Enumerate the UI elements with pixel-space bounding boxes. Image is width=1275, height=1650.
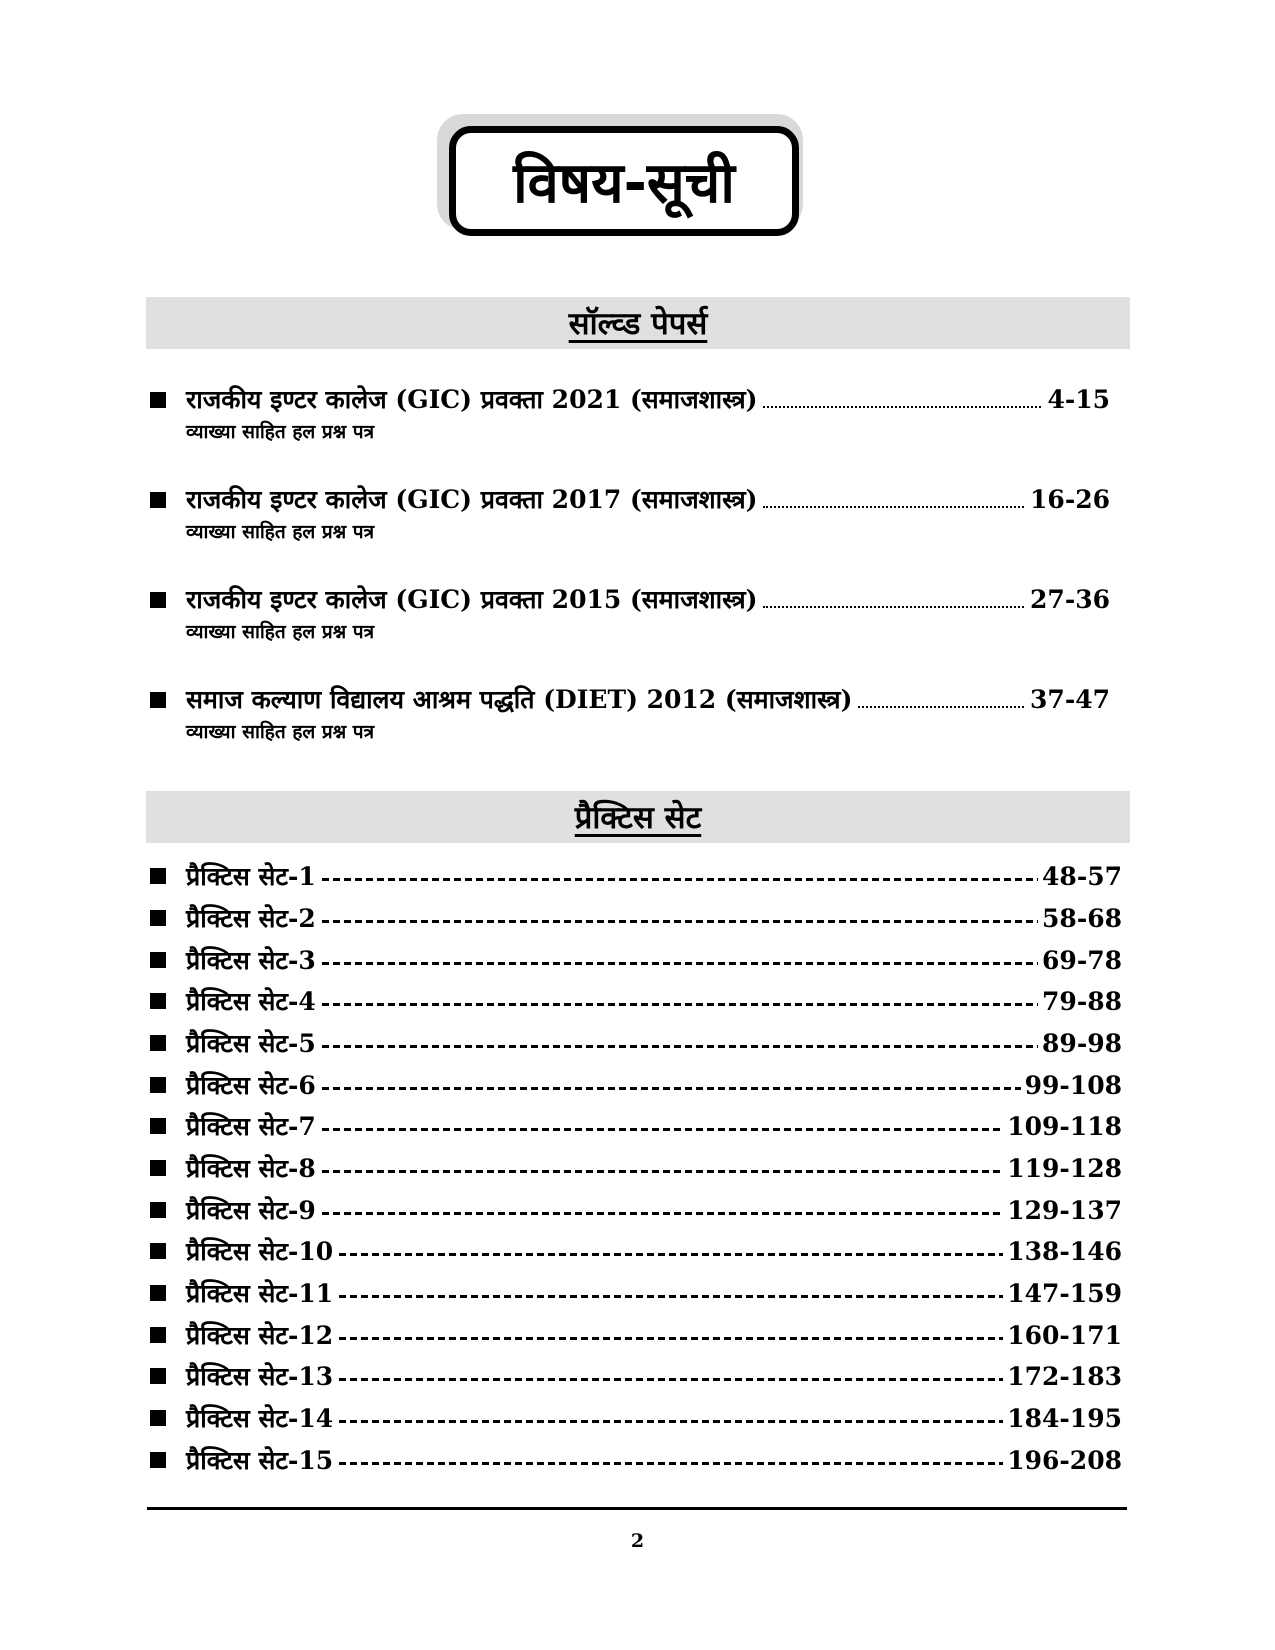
practice-set-pages: 119-128 — [1007, 1153, 1122, 1183]
dash-leader — [322, 1003, 1038, 1006]
square-bullet-icon — [150, 1118, 166, 1134]
practice-set-row[interactable] — [150, 1106, 1122, 1146]
practice-set-row[interactable] — [150, 898, 1122, 938]
dash-leader — [322, 920, 1038, 923]
practice-sets-heading: प्रैक्टिस सेट — [574, 800, 702, 836]
square-bullet-icon — [150, 1077, 166, 1093]
practice-set-row[interactable] — [150, 1273, 1122, 1313]
dash-leader — [322, 1128, 1003, 1131]
footer-rule — [147, 1507, 1127, 1510]
square-bullet-icon — [150, 592, 166, 608]
square-bullet-icon — [150, 692, 166, 708]
practice-set-title: प्रैक्टिस सेट-6 — [186, 1071, 316, 1100]
entry-pages: 4-15 — [1047, 385, 1110, 414]
practice-set-pages: 99-108 — [1024, 1070, 1122, 1100]
square-bullet-icon — [150, 1285, 166, 1301]
practice-set-title: प्रैक्टिस सेट-12 — [186, 1321, 334, 1350]
practice-set-row[interactable] — [150, 1190, 1122, 1230]
square-bullet-icon — [150, 1368, 166, 1384]
square-bullet-icon — [150, 1410, 166, 1426]
square-bullet-icon — [150, 1452, 166, 1468]
practice-set-row[interactable] — [150, 1023, 1122, 1063]
practice-set-pages: 129-137 — [1007, 1195, 1122, 1225]
practice-set-pages: 89-98 — [1042, 1028, 1122, 1058]
practice-set-pages: 48-57 — [1042, 861, 1122, 891]
practice-set-row[interactable] — [150, 1440, 1122, 1480]
toc-entry[interactable] — [150, 382, 1110, 446]
dash-leader — [339, 1378, 1003, 1381]
toc-entry[interactable] — [150, 482, 1110, 546]
practice-set-row[interactable] — [150, 1065, 1122, 1105]
practice-set-pages: 109-118 — [1007, 1111, 1122, 1141]
practice-set-row[interactable] — [150, 981, 1122, 1021]
practice-set-pages: 196-208 — [1007, 1445, 1122, 1475]
entry-subtitle: व्याख्या साहित हल प्रश्न पत्र — [186, 621, 375, 643]
dash-leader — [339, 1462, 1003, 1465]
entry-pages: 37-47 — [1030, 685, 1110, 714]
square-bullet-icon — [150, 492, 166, 508]
practice-set-row[interactable] — [150, 1398, 1122, 1438]
practice-set-row[interactable] — [150, 856, 1122, 896]
dot-leader — [763, 506, 1024, 508]
practice-set-pages: 184-195 — [1007, 1403, 1122, 1433]
practice-set-row[interactable] — [150, 940, 1122, 980]
practice-set-title: प्रैक्टिस सेट-5 — [186, 1029, 316, 1058]
practice-set-title: प्रैक्टिस सेट-1 — [186, 862, 316, 891]
dash-leader — [322, 878, 1038, 881]
practice-set-title: प्रैक्टिस सेट-4 — [186, 987, 316, 1016]
dash-leader — [322, 962, 1038, 965]
dot-leader — [763, 406, 1041, 408]
entry-title: राजकीय इण्टर कालेज (GIC) प्रवक्ता 2021 (समाजशास्त्र) — [186, 385, 758, 414]
square-bullet-icon — [150, 1160, 166, 1176]
solved-papers-heading: सॉल्व्ड पेपर्स — [568, 306, 708, 342]
square-bullet-icon — [150, 868, 166, 884]
dash-leader — [322, 1170, 1003, 1173]
square-bullet-icon — [150, 993, 166, 1009]
practice-set-row[interactable] — [150, 1148, 1122, 1188]
square-bullet-icon — [150, 1327, 166, 1343]
square-bullet-icon — [150, 1243, 166, 1259]
practice-set-title: प्रैक्टिस सेट-15 — [186, 1446, 334, 1475]
entry-subtitle: व्याख्या साहित हल प्रश्न पत्र — [186, 721, 375, 743]
practice-set-title: प्रैक्टिस सेट-3 — [186, 946, 316, 975]
practice-sets-heading-band — [146, 791, 1130, 843]
dot-leader — [858, 706, 1024, 708]
practice-set-title: प्रैक्टिस सेट-9 — [186, 1196, 316, 1225]
practice-set-pages: 79-88 — [1042, 986, 1122, 1016]
dash-leader — [339, 1420, 1003, 1423]
practice-set-pages: 160-171 — [1007, 1320, 1122, 1350]
solved-papers-heading-band — [146, 297, 1130, 349]
practice-set-row[interactable] — [150, 1315, 1122, 1355]
practice-set-title: प्रैक्टिस सेट-14 — [186, 1404, 334, 1433]
practice-set-title: प्रैक्टिस सेट-2 — [186, 904, 316, 933]
square-bullet-icon — [150, 392, 166, 408]
toc-entry[interactable] — [150, 582, 1110, 646]
title-frame — [449, 126, 799, 236]
entry-title: राजकीय इण्टर कालेज (GIC) प्रवक्ता 2015 (समाजशास्त्र) — [186, 585, 758, 614]
practice-set-pages: 172-183 — [1007, 1361, 1122, 1391]
practice-set-title: प्रैक्टिस सेट-7 — [186, 1112, 316, 1141]
page-title: विषय-सूची — [513, 151, 735, 216]
practice-set-pages: 138-146 — [1007, 1236, 1122, 1266]
entry-pages: 27-36 — [1030, 585, 1110, 614]
square-bullet-icon — [150, 1202, 166, 1218]
practice-set-row[interactable] — [150, 1231, 1122, 1271]
entry-subtitle: व्याख्या साहित हल प्रश्न पत्र — [186, 521, 375, 543]
dash-leader — [339, 1295, 1003, 1298]
page-number: 2 — [630, 1530, 645, 1552]
square-bullet-icon — [150, 1035, 166, 1051]
square-bullet-icon — [150, 910, 166, 926]
practice-set-title: प्रैक्टिस सेट-13 — [186, 1362, 334, 1391]
dash-leader — [322, 1212, 1003, 1215]
entry-title: समाज कल्याण विद्यालय आश्रम पद्धति (DIET) 2012 (समाजशास्त्र) — [186, 685, 853, 714]
entry-title: राजकीय इण्टर कालेज (GIC) प्रवक्ता 2017 (समाजशास्त्र) — [186, 485, 758, 514]
dash-leader — [322, 1087, 1021, 1090]
toc-entry[interactable] — [150, 682, 1110, 746]
practice-set-pages: 69-78 — [1042, 945, 1122, 975]
entry-subtitle: व्याख्या साहित हल प्रश्न पत्र — [186, 421, 375, 443]
dash-leader — [339, 1337, 1003, 1340]
practice-set-title: प्रैक्टिस सेट-11 — [186, 1279, 334, 1308]
dash-leader — [322, 1045, 1038, 1048]
dot-leader — [763, 606, 1024, 608]
practice-set-title: प्रैक्टिस सेट-10 — [186, 1237, 334, 1266]
practice-set-pages: 58-68 — [1042, 903, 1122, 933]
title-box — [445, 122, 825, 252]
practice-set-title: प्रैक्टिस सेट-8 — [186, 1154, 316, 1183]
practice-set-row[interactable] — [150, 1356, 1122, 1396]
practice-set-pages: 147-159 — [1007, 1278, 1122, 1308]
entry-pages: 16-26 — [1030, 485, 1110, 514]
dash-leader — [339, 1253, 1003, 1256]
square-bullet-icon — [150, 952, 166, 968]
